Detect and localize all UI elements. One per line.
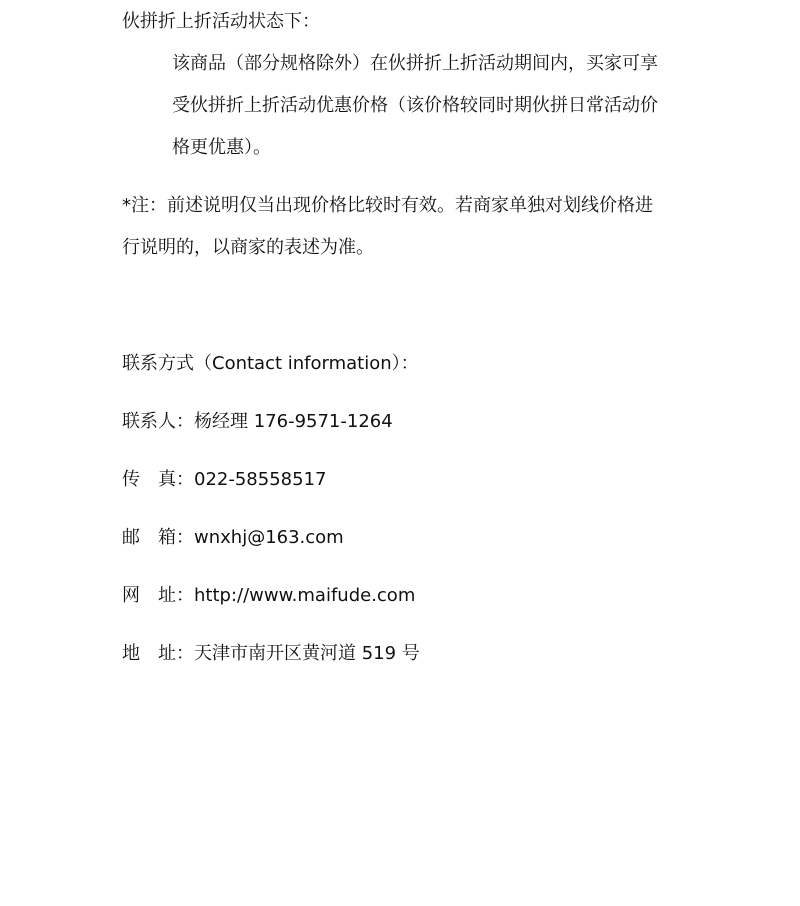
address-label: 地 址： [122, 643, 194, 664]
contact-person-value: 杨经理 176-9571-1264 [194, 411, 393, 432]
fax-row [122, 468, 326, 492]
price-note-body-line: 格更优惠）。 [172, 137, 271, 158]
email-value: wnxhj@163.com [194, 527, 344, 548]
website-row [122, 584, 415, 608]
email-row [122, 526, 344, 550]
address-row [122, 642, 420, 666]
website-value: http://www.maifude.com [194, 585, 416, 606]
website-label: 网 址： [122, 585, 194, 606]
contact-heading: 联系方式（Contact information）： [122, 353, 419, 374]
address-value: 天津市南开区黄河道 519 号 [194, 643, 420, 664]
contact-person-label: 联系人： [122, 411, 194, 432]
price-note-body-line: 受伙拼折上折活动优惠价格（该价格较同时期伙拼日常活动价 [172, 95, 658, 116]
email-label: 邮 箱： [122, 527, 194, 548]
fax-label: 传 真： [122, 469, 194, 490]
footnote-line: *注：前述说明仅当出现价格比较时有效。若商家单独对划线价格进 [122, 195, 653, 216]
fax-value: 022-58558517 [194, 469, 327, 490]
price-note-body-line: 该商品（部分规格除外）在伙拼折上折活动期间内，买家可享 [172, 53, 658, 74]
contact-person-row [122, 410, 393, 434]
price-note-heading: 伙拼折上折活动状态下： [122, 11, 320, 32]
footnote-line: 行说明的，以商家的表述为准。 [122, 237, 374, 258]
